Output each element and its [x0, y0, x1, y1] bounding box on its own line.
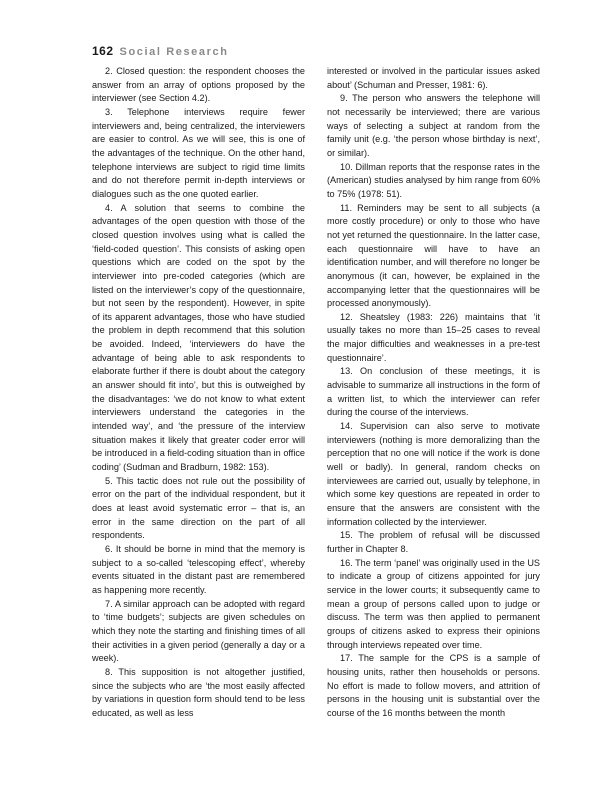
page-number: 162	[92, 44, 114, 58]
note-9: 9. The person who answers the telephone will not necessarily be interviewed; there are various ways of selecting a subject at random from the family unit (e.g. ‘the person whose birthday is next’, or similar).	[327, 93, 540, 158]
note-16: 16. The term ‘panel’ was originally used in the US to indicate a group of citizens appointed for jury service in the lower courts; it subsequently came to mean a group of persons called upon to judge or discuss. The term was then applied to permanent groups of citizens asked to express their opinions through interviews repeated over time.	[327, 557, 540, 650]
left-column	[92, 65, 305, 721]
note-8: 8. This supposition is not altogether justified, since the subjects who are ‘the most easily affected by variations in question form should tend to be less educated, as well as less	[92, 666, 305, 718]
note-7: 7. A similar approach can be adopted with regard to ‘time budgets’; subjects are given schedules on which they note the starting and finishing times of all their activities in a given period (generally a day or a week).	[92, 598, 305, 664]
right-column	[327, 65, 540, 721]
running-head: Social Research	[119, 46, 229, 58]
note-5: 5. This tactic does not rule out the possibility of error on the part of the individual respondent, but it does at least avoid systematic error – that is, an error in the same direction on the part of all respondents.	[92, 475, 305, 541]
note-17: 17. The sample for the CPS is a sample of housing units, rather then households or persons. No effort is made to follow movers, and attrition of persons in the housing unit is substantial over the course of the 16 months between the month	[327, 653, 540, 718]
note-8-continued: interested or involved in the particular issues asked about’ (Schuman and Presser, 1981: 6).	[327, 66, 540, 90]
note-6: 6. It should be borne in mind that the memory is subject to a so-called ‘telescoping effect’, whereby events situated in the distant past are remembered as happening more recently.	[92, 543, 305, 595]
note-2: 2. Closed question: the respondent chooses the answer from an array of options proposed by the interviewer (see Section 4.2).	[92, 66, 305, 104]
note-14: 14. Supervision can also serve to motivate interviewers (nothing is more demoralizing than the perception that no one will notice if the work is done well or badly). In general, random checks on interviewees are carried out, usually by telephone, in which some key questions are repeated in order to ensure that the answers are consistent with the information collected by the interviewer.	[327, 421, 540, 527]
note-15: 15. The problem of refusal will be discussed further in Chapter 8.	[327, 530, 540, 554]
note-3: 3. Telephone interviews require fewer interviewers and, being centralized, the interviewers are easier to control. As we will see, this is one of the advantages of the technique. On the other hand, telephone interviews are subject to rigid time limits and do not therefore permit in-depth interviews or dialogues such as the one quoted earlier.	[92, 106, 305, 199]
note-11: 11. Reminders may be sent to all subjects (a more costly procedure) or only to those who have not yet returned the questionnaire. In the latter case, each questionnaire will have to have an identification number, and will therefore no longer be anonymous (it can, however, be explained in the accompanying letter that the questionnaires will be processed anonymously).	[327, 202, 540, 309]
note-10: 10. Dillman reports that the response rates in the (American) studies analysed by him range from 60% to 75% (1978: 51).	[327, 161, 540, 199]
note-13: 13. On conclusion of these meetings, it is advisable to summarize all instructions in the form of a written list, to which the interviewer can refer during the course of the interviews.	[327, 366, 540, 418]
page-header	[92, 42, 229, 60]
note-4: 4. A solution that seems to combine the advantages of the open question with those of the closed question involves using what is called the ‘field-coded question’. This consists of asking open questions which are coded on the spot by the interviewer into pre-coded categories (which are listed on the interviewer’s copy of the questionnaire, but not seen by the respondent). However, in spite of its apparent advantages, those who have studied the problem in depth recommend that this solution be avoided. Indeed, ‘interviewers do have the advantage of being able to ask respondents to elaborate further if there is doubt about the category an answer should fit into’, but this is outweighed by the disadvantages: ‘we do not know to what extent interviewers understand the categories in the intended way’, and ‘the pressure of the interview situation makes it likely that greater coder error will be introduced in a field-coding situation than in office coding’ (Sudman and Bradburn, 1982: 153).	[92, 202, 305, 473]
note-12: 12. Sheatsley (1983: 226) maintains that ‘it usually takes no more than 15–25 cases to reveal the major difficulties and weaknesses in a pre-test questionnaire’.	[327, 311, 540, 363]
